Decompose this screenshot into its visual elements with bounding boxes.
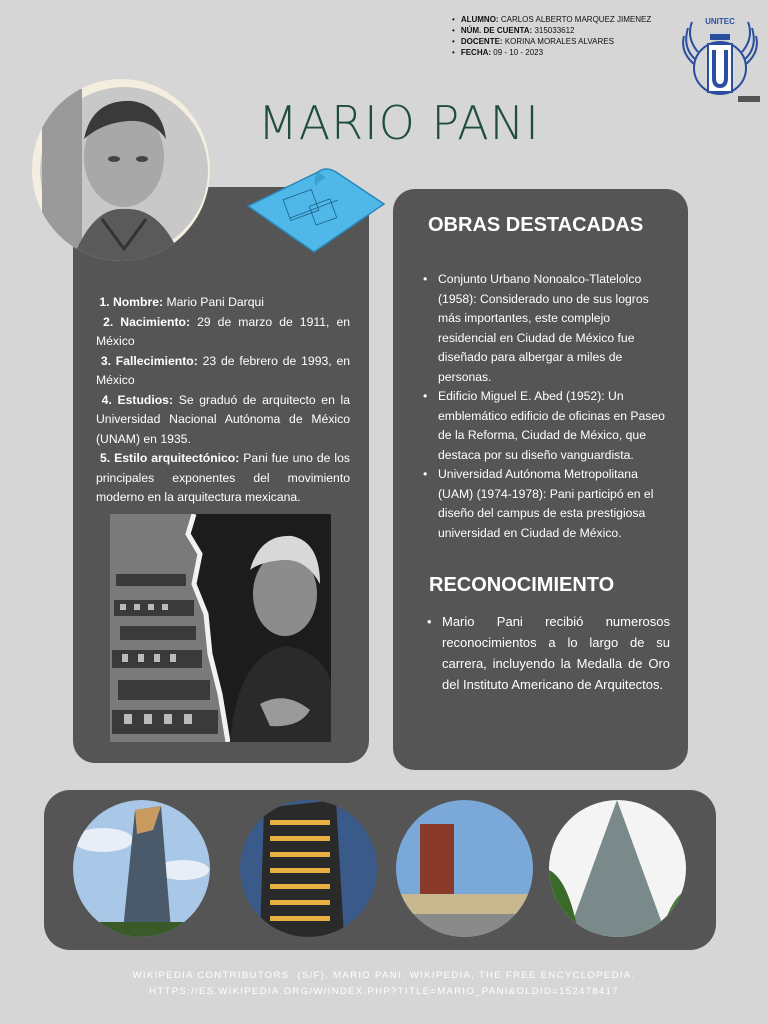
- bio-label: 5. Estilo arquitectónico:: [99, 451, 240, 465]
- building-photo-3: [396, 800, 533, 937]
- bio-label: 1. Nombre:: [99, 295, 164, 309]
- obras-item: • Edificio Miguel E. Abed (1952): Un emblemático edificio de oficinas en Paseo de la Reforma, Ciudad de México, que destaca por su diseño vanguardista.: [420, 387, 668, 465]
- cuenta-row: [452, 25, 682, 36]
- reconocimiento-item: • Mario Pani recibió numerosos reconocimientos a lo largo de su carrera, incluyendo la Medalla de Oro del Instituto Americano de Arquitectos.: [424, 611, 670, 695]
- obras-heading: OBRAS DESTACADAS: [428, 214, 644, 236]
- building-photo-4: [549, 800, 686, 937]
- bio-item: [96, 449, 350, 508]
- student-info: [452, 14, 682, 58]
- docente-label: DOCENTE:: [460, 37, 503, 46]
- bio-text: 23 de febrero de 1993, en México: [96, 353, 351, 387]
- bio-list: [96, 293, 350, 508]
- bio-item: [96, 313, 350, 352]
- docente-row: [452, 36, 682, 47]
- cuenta-label: NÚM. DE CUENTA:: [460, 26, 533, 35]
- bio-label: 2. Nacimiento:: [103, 314, 191, 329]
- cuenta-value: 315033612: [534, 26, 575, 35]
- fecha-value: 09 - 10 - 2023: [493, 48, 544, 57]
- unitec-logo-icon: [680, 8, 760, 104]
- fecha-row: [452, 47, 682, 58]
- bio-item: [96, 293, 350, 313]
- blueprint-icon: [246, 166, 386, 258]
- page-title: MARIO PANI: [258, 96, 540, 150]
- bio-text: 29 de marzo de 1911, en México: [96, 314, 350, 348]
- bio-label: 4. Estudios:: [101, 392, 174, 407]
- reconocimiento-heading: RECONOCIMIENTO: [429, 574, 615, 596]
- citation-line-1: WIKIPEDIA CONTRIBUTORS. (S/F). MARIO PANI. WIKIPEDIA, THE FREE ENCYCLOPEDIA.: [132, 970, 636, 981]
- obras-list: [420, 270, 668, 543]
- alumno-value: CARLOS ALBERTO MARQUEZ JIMENEZ: [500, 15, 652, 24]
- logo-text: UNITEC: [705, 17, 735, 26]
- reconocimiento-list: [424, 611, 670, 695]
- collage-photo: [110, 514, 331, 742]
- fecha-label: FECHA:: [460, 48, 492, 57]
- bio-text: Pani fue uno de los principales exponentes del movimiento moderno en la arquitectura mexicana.: [96, 451, 350, 504]
- building-photo-1: [73, 800, 210, 937]
- alumno-row: [452, 14, 682, 25]
- obras-item: • Universidad Autónoma Metropolitana (UAM) (1974-1978): Pani participó en el diseño del campus de esta prestigiosa universidad en Ciudad de México.: [420, 465, 668, 543]
- building-photo-2: [240, 800, 377, 937]
- alumno-label: ALUMNO:: [460, 15, 499, 24]
- bio-label: 3. Fallecimiento:: [100, 353, 198, 368]
- portrait-photo: [32, 79, 210, 261]
- citation-line-2: HTTPS://ES.WIKIPEDIA.ORG/W/INDEX.PHP?TITLE=MARIO_PANI&OLDID=152478417: [149, 986, 619, 997]
- bio-text: Mario Pani Darqui: [163, 295, 264, 309]
- bio-item: [96, 391, 350, 450]
- citation: [0, 968, 768, 1000]
- bio-text: Se graduó de arquitecto en la Universidad Nacional Autónoma de México (UNAM) en 1935.: [96, 392, 351, 446]
- bio-item: [96, 352, 350, 391]
- docente-value: KORINA MORALES ALVARES: [504, 37, 614, 46]
- obras-item: • Conjunto Urbano Nonoalco-Tlatelolco (1958): Considerado uno de sus logros más importantes, este complejo residencial en Ciudad de México fue diseñado para albergar a miles de personas.: [420, 270, 668, 387]
